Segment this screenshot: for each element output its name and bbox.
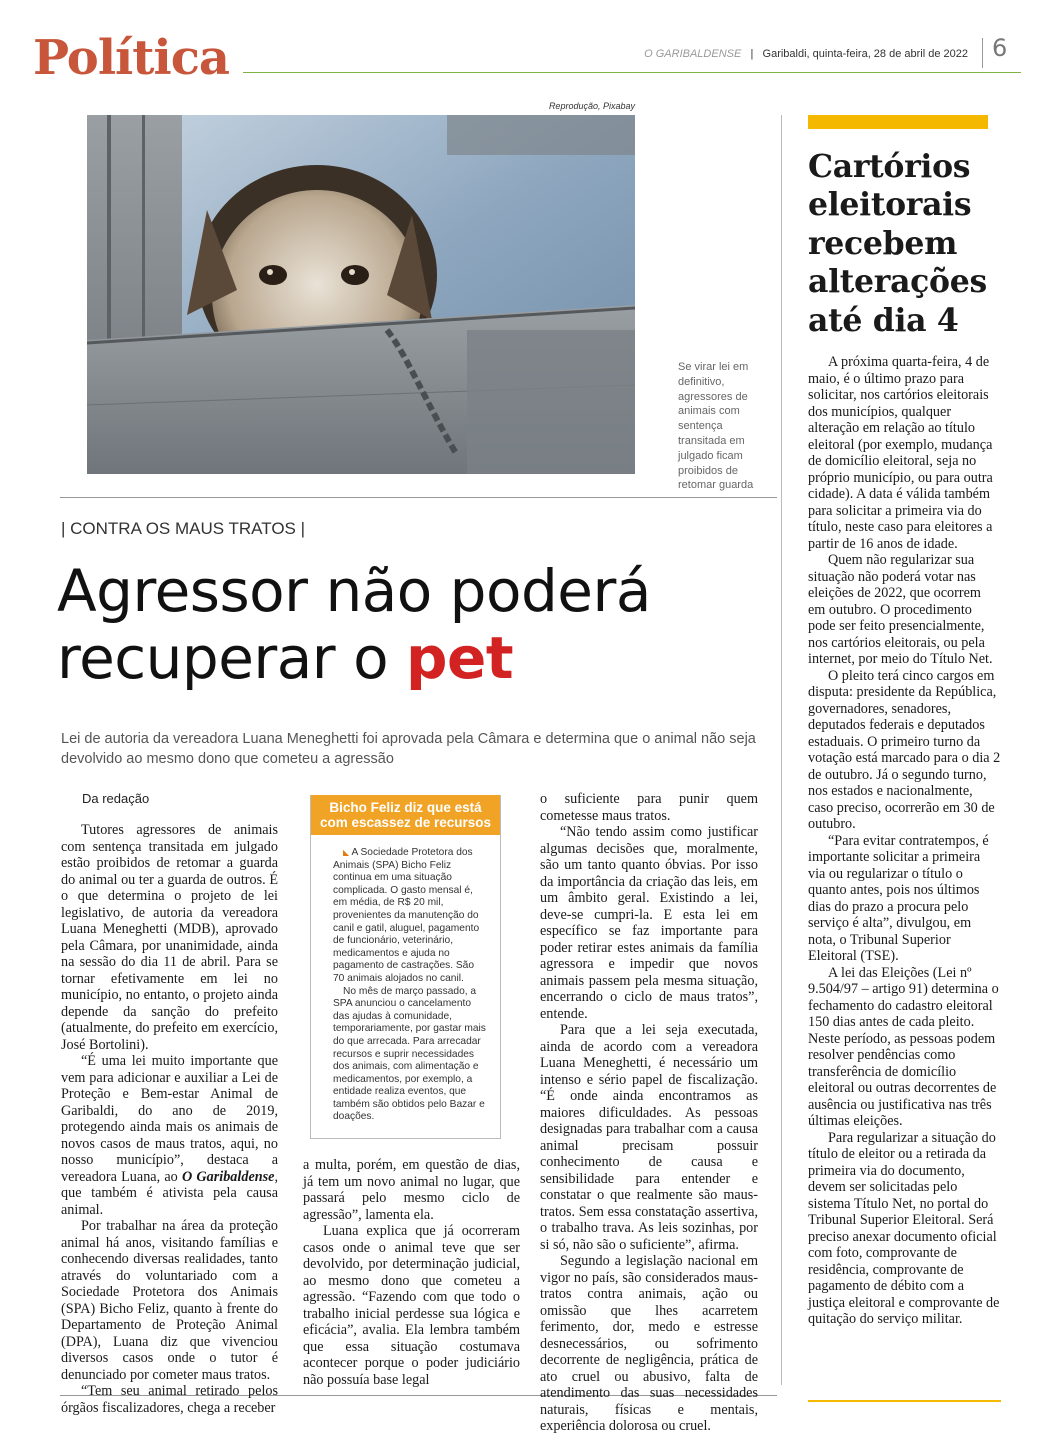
paragraph: Quem não regularizar sua situação não poderá votar nas eleições de 2022, que ocorrem em outubro. O procedimento pode ser feito presencialmente, nos cartórios eleitorais, ou pela internet, por meio do Título Net. bbox=[808, 552, 993, 667]
paragraph-text: “É uma lei muito importante que vem para adicionar e auxiliar a Lei de Proteção e Bem-estar Animal de Garibaldi, do ano de 2019, protegendo ainda mais os animais de novos casos de maus tratos, aqui, no nosso município”, destaca a vereadora Luana, ao bbox=[61, 1053, 278, 1185]
article-kicker: | CONTRA OS MAUS TRATOS | bbox=[61, 519, 306, 538]
page-number-separator bbox=[982, 38, 983, 68]
sidebar-accent-bottom bbox=[808, 1400, 1001, 1402]
paragraph: Luana explica que já ocorreram casos onde o animal teve que ser devolvido, por determinação judicial, ao mesmo dono que cometeu a agressão. “Fazendo com que todo o trabalho inicial perdesse sua lógica e eficácia”, avalia. Ela lembra também que essa situação costumava acontecer porque o poder judiciário não possuía base legal bbox=[303, 1223, 520, 1388]
paragraph-text: , que também é ativista pela causa animal. bbox=[61, 1168, 278, 1218]
sidebox-paragraph: No mês de março passado, a SPA anunciou o cancelamento das ajudas à comunidade, temporariamente, por gastar mais do que arrecada. Para arrecadar recursos e suprir necessidades dos animais, com alimentação e medicamentos, por exemplo, a entidade realiza eventos, que também são obtidos pelo Bazar e doações. bbox=[333, 985, 486, 1123]
paragraph: Tutores agressores de animais com sentença transitada em julgado estão proibidos de retomar a guarda do animal ou ter a guarda de outros. É o que determina o projeto de lei legislativo, de autoria da vereadora Luana Meneghetti (MDB), aprovado pela Câmara, por unanimidade, ainda na sessão do dia 11 de abril. Para se tornar efetivamente em lei no município, no entanto, o projeto ainda depende da sanção do prefeito (atualmente, do prefeito em exercício, José Bortolini). bbox=[61, 822, 278, 1053]
newspaper-name: O GARIBALDENSE bbox=[644, 48, 742, 60]
header-dateline-bar bbox=[600, 48, 968, 60]
article-column-3 bbox=[540, 791, 758, 1435]
photo-caption: Se virar lei em definitivo, agressores de animais com sentença transitada em julgado ficam proibidos de retomar guarda bbox=[678, 361, 754, 492]
paragraph: “Para evitar contratempos, é importante solicitar a primeira via ou regularizar o título o quanto antes, pois nos últimos dias do prazo a procura pelo serviço é alta”, divulgou, em nota, o Tribunal Superior Eleitoral (TSE). bbox=[808, 832, 989, 964]
paragraph: a multa, porém, em questão de dias, já tem um novo animal no lugar, que passará pelo mesmo ciclo de agressão”, lamenta ela. bbox=[303, 1157, 520, 1223]
headline-rule bbox=[60, 497, 777, 498]
side-article-headline: Cartórios eleitorais recebem alterações até dia 4 bbox=[808, 148, 987, 339]
paragraph: Por trabalhar na área da proteção animal há anos, visitando famílias e conhecendo diversas realidades, tanto através do voluntariado com a Sociedade Protetora dos Animais (SPA) Bicho Feliz, quanto à frente do Departamento de Proteção Animal (DPA), Luana diz que vivenciou diversos casos onde o tutor é denunciado por cometer maus tratos. bbox=[61, 1218, 278, 1383]
sidebar-accent-top bbox=[808, 115, 988, 129]
paragraph: A próxima quarta-feira, 4 de maio, é o último prazo para solicitar, nos cartórios eleitorais dos municípios, qualquer alteração em relação ao título eleitoral (por exemplo, mudança de domicílio eleitoral, seja no próprio município, ou para outra cidade). A data é válida também para solicitar a primeira via do título, neste caso para eleitores a partir de 16 anos de idade. bbox=[808, 354, 993, 552]
paragraph: O pleito terá cinco cargos em disputa: presidente da República, governadores, senadores, deputados federais e deputados estaduais. O primeiro turno da votação está marcado para o dia 2 de outubro. Já o segundo turno, nos estados e nacionalmente, caso preciso, ocorrerão em 30 de outubro. bbox=[808, 667, 1001, 832]
sidebox-body bbox=[311, 835, 500, 1124]
dateline: Garibaldi, quinta-feira, 28 de abril de 2022 bbox=[762, 48, 968, 60]
sidebox-text: A Sociedade Protetora dos Animais (SPA) Bicho Feliz continua em uma situação complicada. O gasto mensal é, em média, de R$ 20 mil, provenientes da manutenção do canil e gatil, aluguel, pagamento de funcionário, veterinário, medicamentos e ajuda no pagamento de castrações. São 70 animais alojados no canil. bbox=[333, 847, 480, 984]
sidebox-title: Bicho Feliz diz que está com escassez de recursos bbox=[311, 795, 500, 835]
newspaper-mention: O Garibaldense bbox=[181, 1168, 275, 1185]
page-number: 6 bbox=[992, 34, 1008, 62]
side-article-body bbox=[808, 354, 1001, 1328]
paragraph: A lei das Eleições (Lei nº 9.504/97 – artigo 91) determina o fechamento do cadastro eleitoral 150 dias antes de cada pleito. Neste período, as pessoas podem resolver pendências como transferência de domicílio eleitoral ou outras decorrentes de ausência ou justificativa nas três últimas eleições. bbox=[808, 964, 999, 1129]
section-title: Política bbox=[33, 30, 230, 86]
paragraph: “Tem seu animal retirado pelos órgãos fiscalizadores, chega a receber bbox=[61, 1383, 278, 1416]
header-separator: | bbox=[750, 48, 754, 60]
photo-credit: Reprodução, Pixabay bbox=[548, 101, 635, 111]
paragraph: “Não tendo assim como justificar algumas decisões que, moralmente, são um tanto quanto óbvias. Por isso da importância da criação das leis, em um âmbito geral. Existindo a lei, deve-se cumpri-la. E esta lei em específico se faz importante para poder retirar estes animais da família agressora e impedir que novos animais passem pela mesma situação, encerrando o ciclo de maus tratos”, entende. bbox=[540, 824, 758, 1022]
triangle-bullet-icon: ◣ bbox=[343, 848, 350, 857]
sidebox-bicho-feliz bbox=[310, 795, 501, 1139]
paragraph bbox=[61, 1053, 278, 1218]
header-rule bbox=[243, 72, 1021, 73]
paragraph: Para que a lei seja executada, ainda de acordo com a vereadora Luana Meneghetti, é necessário um intenso e sério papel de fiscalização. “É onde ainda encontramos as maiores dificuldades. As pessoas designadas para trabalhar com a causa animal precisam possuir conhecimento de causa e sensibilidade para entender e constatar o que realmente são maus-tratos. Sem essa constatação assertiva, o trabalho trava. As leis sozinhas, por si só, não são o suficiente”, afirma. bbox=[540, 1022, 758, 1253]
article-headline bbox=[57, 558, 777, 692]
headline-text: Agressor não poderá recuperar o bbox=[57, 557, 651, 692]
dog-photo bbox=[87, 115, 635, 474]
sidebox-paragraph bbox=[333, 847, 486, 986]
paragraph: Segundo a legislação nacional em vigor no país, são considerados maus-tratos contra animais, ação ou omissão que lhes acarretem ferimento, dor, medo e estresse desnecessários, ou sofrimento decorrente de negligência, prática de ato cruel ou abusivo, falta de atendimento das suas necessidades naturais, físicas e mentais, experiência dolorosa ou cruel. bbox=[540, 1253, 758, 1434]
article-column-2 bbox=[303, 1157, 520, 1388]
byline: Da redação bbox=[82, 791, 150, 806]
dog-illustration bbox=[87, 115, 635, 474]
article-column-1 bbox=[61, 822, 278, 1416]
column-divider bbox=[781, 115, 782, 1385]
headline-highlight: pet bbox=[406, 624, 514, 692]
article-deck: Lei de autoria da vereadora Luana Meneghetti foi aprovada pela Câmara e determina que o animal não seja devolvido ao mesmo dono que cometeu a agressão bbox=[61, 731, 756, 767]
paragraph: Para regularizar a situação do título de eleitor ou a retirada da primeira via do documento, devem ser solicitadas pelo sistema Título Net, no portal do Tribunal Superior Eleitoral. Será preciso anexar documento oficial com foto, comprovante de residência, comprovante de pagamento de débito com a justiça eleitoral e comprovante de quitação do serviço militar. bbox=[808, 1129, 1000, 1327]
paragraph: o suficiente para punir quem cometesse maus tratos. bbox=[540, 791, 758, 824]
